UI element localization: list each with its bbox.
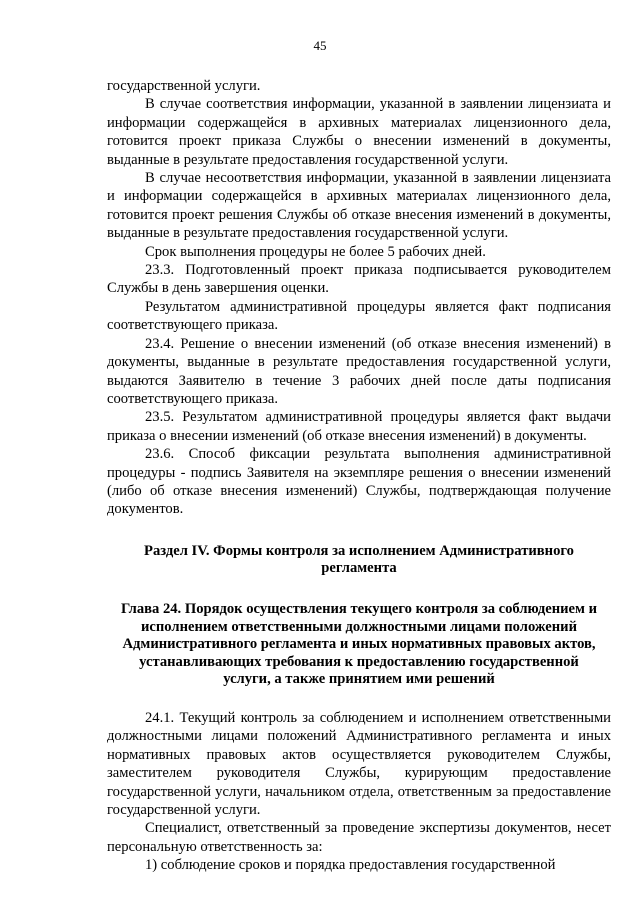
paragraph: 24.1. Текущий контроль за соблюдением и исполнением ответственными должностными лицами положений Административного регламента и иных нормативных правовых актов осуществляется руководителем Службы, заместителем руководителя Службы, курирующим предоставление государственной услуги, начальником отдела, ответственным за предоставление государственной услуги. [107,709,611,818]
section-heading [107,543,611,578]
paragraph: 23.4. Решение о внесении изменений (об отказе внесения изменений) в документы, выданные в результате предоставления государственной услуги, выдаются Заявителю в течение 3 рабочих дней после даты подписания соответствующего приказа. [107,335,611,407]
chapter-heading-line: устанавливающих требования к предоставлению государственной [139,653,579,670]
body-text-bottom [107,709,611,875]
chapter-heading-line: услуги, а также принятием ими решений [223,671,495,688]
page-number: 45 [313,38,327,53]
paragraph: В случае несоответствия информации, указанной в заявлении лицензиата и информации содержащейся в архивных материалах лицензионного дела, готовится проект решения Службы об отказе внесения изменений в документы, выданные в результате предоставления государственной услуги. [107,170,611,242]
section-heading-line: Раздел IV. Формы контроля за исполнением Административного [144,542,574,559]
chapter-heading-line: исполнением ответственными должностными лицами положений [141,618,577,635]
chapter-heading-line: Административного регламента и иных нормативных правовых актов, [122,636,596,653]
paragraph: 23.3. Подготовленный проект приказа подписывается руководителем Службы в день завершения оценки. [107,262,611,297]
paragraph: Результатом административной процедуры является факт подписания соответствующего приказа. [107,298,611,334]
paragraph: Специалист, ответственный за проведение экспертизы документов, несет персональную ответственность за: [107,820,611,855]
paragraph: Срок выполнения процедуры не более 5 рабочих дней. [145,243,486,260]
paragraph: государственной услуги. [107,78,261,94]
paragraph: 1) соблюдение сроков и порядка предоставления государственной [145,857,556,874]
paragraph: В случае соответствия информации, указанной в заявлении лицензиата и информации содержащейся в архивных материалах лицензионного дела, готовится проект приказа Службы о внесении изменений в документы, выданные в результате предоставления государственной услуги. [107,96,611,168]
section-heading-line: регламента [321,560,397,577]
page-body [107,77,611,875]
chapter-heading [107,601,611,689]
paragraph: 23.6. Способ фиксации результата выполнения административной процедуры - подпись Заявителя на экземпляре решения о внесении изменений (либо об отказе внесения изменений) Службы, подтверждающая получение документов. [107,446,611,518]
paragraph: 23.5. Результатом административной процедуры является факт выдачи приказа о внесении изменений (об отказе внесения изменений) в документы. [107,409,611,444]
body-text-top [107,77,611,519]
chapter-heading-line: Глава 24. Порядок осуществления текущего контроля за соблюдением и [121,600,597,617]
